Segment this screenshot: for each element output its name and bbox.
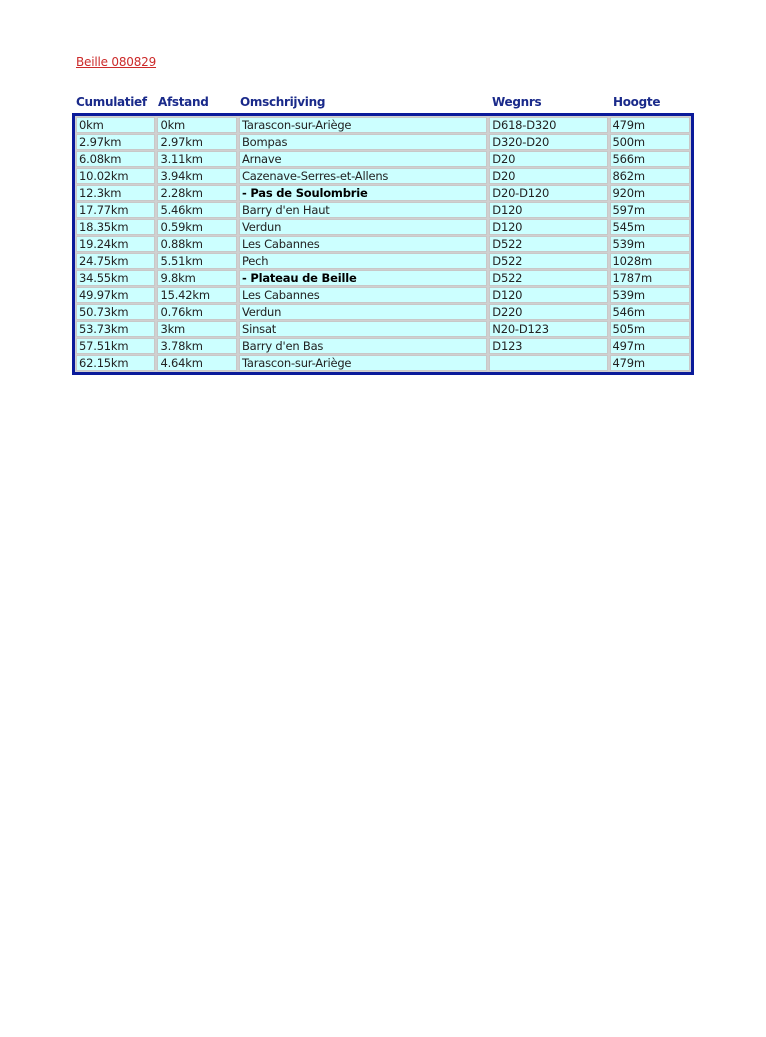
cell-afstand: 0.76km	[157, 304, 236, 320]
cell-hoogte: 539m	[610, 236, 690, 252]
table-row	[76, 134, 690, 150]
table-row	[76, 219, 690, 235]
cell-cumulatief: 18.35km	[76, 219, 155, 235]
cell-cumulatief: 0km	[76, 117, 155, 133]
table-row	[76, 287, 690, 303]
cell-hoogte: 505m	[610, 321, 690, 337]
cell-afstand: 2.28km	[157, 185, 236, 201]
cell-wegnrs: D120	[489, 219, 607, 235]
cell-omschrijving: - Pas de Soulombrie	[239, 185, 487, 201]
cell-cumulatief: 34.55km	[76, 270, 155, 286]
cell-hoogte: 539m	[610, 287, 690, 303]
cell-hoogte: 862m	[610, 168, 690, 184]
cell-wegnrs: N20-D123	[489, 321, 607, 337]
table-header	[76, 95, 694, 111]
cell-omschrijving: Pech	[239, 253, 487, 269]
cell-omschrijving: Barry d'en Haut	[239, 202, 487, 218]
cell-hoogte: 497m	[610, 338, 690, 354]
cell-omschrijving: Cazenave-Serres-et-Allens	[239, 168, 487, 184]
cell-cumulatief: 50.73km	[76, 304, 155, 320]
cell-wegnrs: D618-D320	[489, 117, 607, 133]
cell-wegnrs: D120	[489, 202, 607, 218]
cell-afstand: 0km	[157, 117, 236, 133]
cell-cumulatief: 10.02km	[76, 168, 155, 184]
cell-afstand: 0.88km	[157, 236, 236, 252]
table-row	[76, 270, 690, 286]
cell-omschrijving: Tarascon-sur-Ariège	[239, 355, 487, 371]
cell-cumulatief: 19.24km	[76, 236, 155, 252]
cell-hoogte: 479m	[610, 117, 690, 133]
document-title-link[interactable]: Beille 080829	[76, 55, 157, 69]
cell-wegnrs: D320-D20	[489, 134, 607, 150]
header-cumulatief: Cumulatief	[76, 95, 147, 109]
cell-cumulatief: 2.97km	[76, 134, 155, 150]
cell-hoogte: 566m	[610, 151, 690, 167]
cell-cumulatief: 24.75km	[76, 253, 155, 269]
cell-afstand: 5.51km	[157, 253, 236, 269]
cell-omschrijving: Barry d'en Bas	[239, 338, 487, 354]
cell-afstand: 5.46km	[157, 202, 236, 218]
cell-omschrijving: Arnave	[239, 151, 487, 167]
cell-wegnrs: D522	[489, 270, 607, 286]
table-row	[76, 253, 690, 269]
table-row	[76, 321, 690, 337]
cell-afstand: 4.64km	[157, 355, 236, 371]
cell-afstand: 9.8km	[157, 270, 236, 286]
cell-omschrijving: - Plateau de Beille	[239, 270, 487, 286]
cell-cumulatief: 49.97km	[76, 287, 155, 303]
cell-omschrijving: Tarascon-sur-Ariège	[239, 117, 487, 133]
header-afstand: Afstand	[158, 95, 209, 109]
cell-hoogte: 545m	[610, 219, 690, 235]
table-row	[76, 117, 690, 133]
cell-cumulatief: 57.51km	[76, 338, 155, 354]
cell-cumulatief: 17.77km	[76, 202, 155, 218]
cell-hoogte: 500m	[610, 134, 690, 150]
table-row	[76, 151, 690, 167]
cell-omschrijving: Verdun	[239, 219, 487, 235]
cell-cumulatief: 6.08km	[76, 151, 155, 167]
cell-hoogte: 920m	[610, 185, 690, 201]
cell-afstand: 15.42km	[157, 287, 236, 303]
header-omschrijving: Omschrijving	[240, 95, 326, 109]
cell-afstand: 3.94km	[157, 168, 236, 184]
cell-wegnrs: D220	[489, 304, 607, 320]
cell-wegnrs: D522	[489, 253, 607, 269]
cell-afstand: 0.59km	[157, 219, 236, 235]
cell-afstand: 3km	[157, 321, 236, 337]
cell-cumulatief: 12.3km	[76, 185, 155, 201]
table-row	[76, 355, 690, 371]
cell-wegnrs: D20	[489, 151, 607, 167]
table-row	[76, 338, 690, 354]
cell-omschrijving: Les Cabannes	[239, 287, 487, 303]
route-table	[72, 113, 694, 375]
cell-afstand: 2.97km	[157, 134, 236, 150]
header-hoogte: Hoogte	[613, 95, 661, 109]
cell-cumulatief: 53.73km	[76, 321, 155, 337]
cell-hoogte: 597m	[610, 202, 690, 218]
cell-afstand: 3.78km	[157, 338, 236, 354]
cell-hoogte: 479m	[610, 355, 690, 371]
cell-cumulatief: 62.15km	[76, 355, 155, 371]
cell-wegnrs: D20	[489, 168, 607, 184]
cell-hoogte: 1787m	[610, 270, 690, 286]
cell-omschrijving: Bompas	[239, 134, 487, 150]
cell-omschrijving: Verdun	[239, 304, 487, 320]
cell-omschrijving: Les Cabannes	[239, 236, 487, 252]
cell-wegnrs: D123	[489, 338, 607, 354]
cell-wegnrs: D20-D120	[489, 185, 607, 201]
cell-omschrijving: Sinsat	[239, 321, 487, 337]
cell-wegnrs: D120	[489, 287, 607, 303]
cell-wegnrs: D522	[489, 236, 607, 252]
table-row	[76, 185, 690, 201]
cell-hoogte: 546m	[610, 304, 690, 320]
cell-wegnrs	[489, 355, 607, 371]
table-row	[76, 202, 690, 218]
cell-afstand: 3.11km	[157, 151, 236, 167]
header-wegnrs: Wegnrs	[492, 95, 542, 109]
table-row	[76, 168, 690, 184]
cell-hoogte: 1028m	[610, 253, 690, 269]
table-row	[76, 304, 690, 320]
table-row	[76, 236, 690, 252]
